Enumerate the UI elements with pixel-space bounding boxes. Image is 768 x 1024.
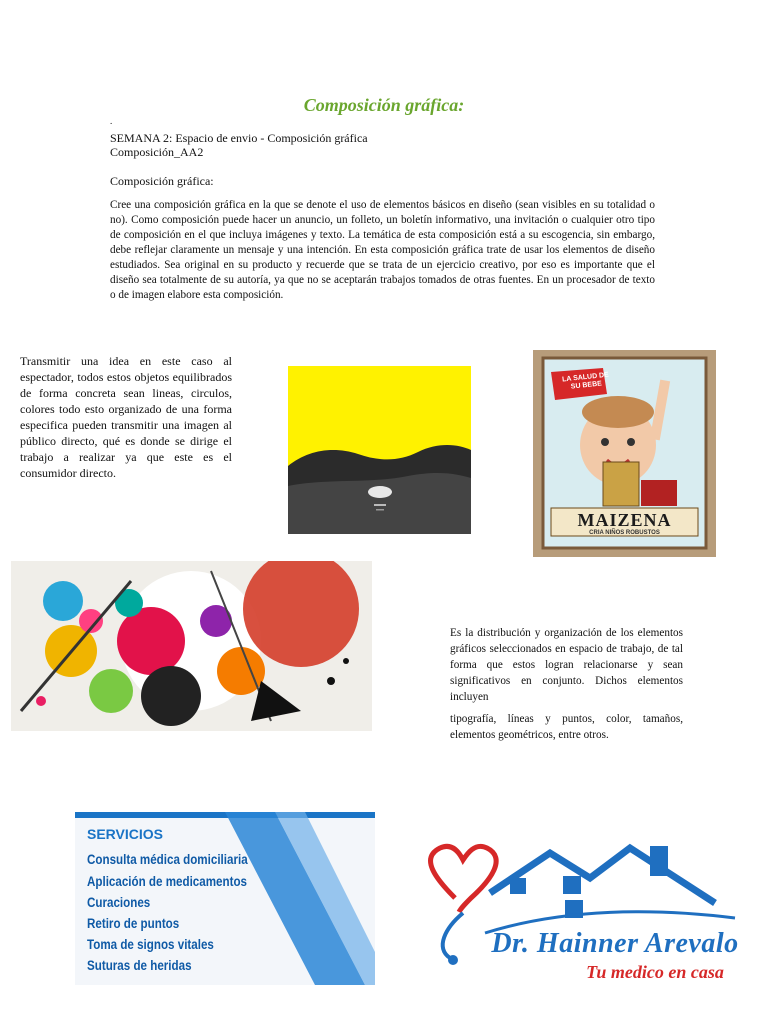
service-item: Consulta médica domiciliaria	[87, 852, 248, 867]
services-title: SERVICIOS	[87, 826, 163, 842]
service-item: Toma de signos vitales	[87, 937, 214, 952]
yellow-poster-image	[288, 366, 471, 534]
vintage-maizena-ad-image	[533, 350, 716, 557]
right-paragraph-definition: Es la distribución y organización de los elementos gráficos seleccionados en espacio de trabajo, de tal forma que estos logran relacionarse y sean significativos en conjunto. Dichos elementos incluyen	[450, 627, 683, 703]
logo-tagline: Tu medico en casa	[586, 962, 724, 982]
heart-stethoscope-icon	[431, 846, 497, 912]
week-heading: SEMANA 2: Espacio de envio - Composición gráfica	[110, 131, 368, 145]
stray-dot: .	[110, 116, 113, 126]
services-card-image	[75, 812, 375, 985]
abstract-composition-image	[11, 561, 372, 731]
right-paragraph-elements: tipografía, líneas y puntos, color, tamaños, elementos geométricos, entre otros.	[450, 713, 683, 741]
service-item: Retiro de puntos	[87, 916, 180, 931]
service-item: Curaciones	[87, 895, 151, 910]
logo-name: Dr. Hainner Arevalo	[491, 928, 739, 959]
service-item: Aplicación de medicamentos	[87, 874, 248, 889]
left-paragraph: Transmitir una idea en este caso al espectador, todos estos objetos equilibrados de forma concreta sean lineas, circulos, colores todo esto organizado de una forma especifica pueden transmitir una imagen al público directo, qué es donde se dirige el trabajo a realizar ya que este es el consumidor directo.	[20, 354, 232, 480]
ad-banner: LA SALUD DE SU BEBE	[561, 371, 610, 391]
page-title: Composición gráfica:	[303, 95, 465, 115]
ad-brand: MAIZENA	[577, 510, 672, 530]
ad-slogan: CRIA NIÑOS ROBUSTOS	[589, 530, 660, 536]
assignment-brief: Cree una composición gráfica en la que se denote el uso de elementos básicos en diseño (sean visibles en su totalidad o no). Como composición puede hacer un anuncio, un folleto, un boletín informativo, una invitación o cualquier otro tipo de composición en el que incluya imágenes y texto. La temática de esta composición está a su escogencia, sin embargo, debe reflejar claramente un mensaje y una intención. En esta composición gráfica trate de usar los elementos de diseño estudiados. Sea original en su producto y recuerde que se trata de un ejercicio creativo, por eso es importante que el diseño sea totalmente de su autoría, ya que no se aceptarán trabajos tomados de otras fuentes. En un procesador de texto o de imagen elabore esta composición.	[110, 199, 655, 301]
subheading: Composición gráfica:	[110, 174, 214, 188]
house-roof-icon	[490, 848, 715, 903]
doctor-logo-image	[415, 838, 745, 988]
service-item: Suturas de heridas	[87, 958, 192, 973]
assignment-code: Composición_AA2	[110, 145, 204, 159]
